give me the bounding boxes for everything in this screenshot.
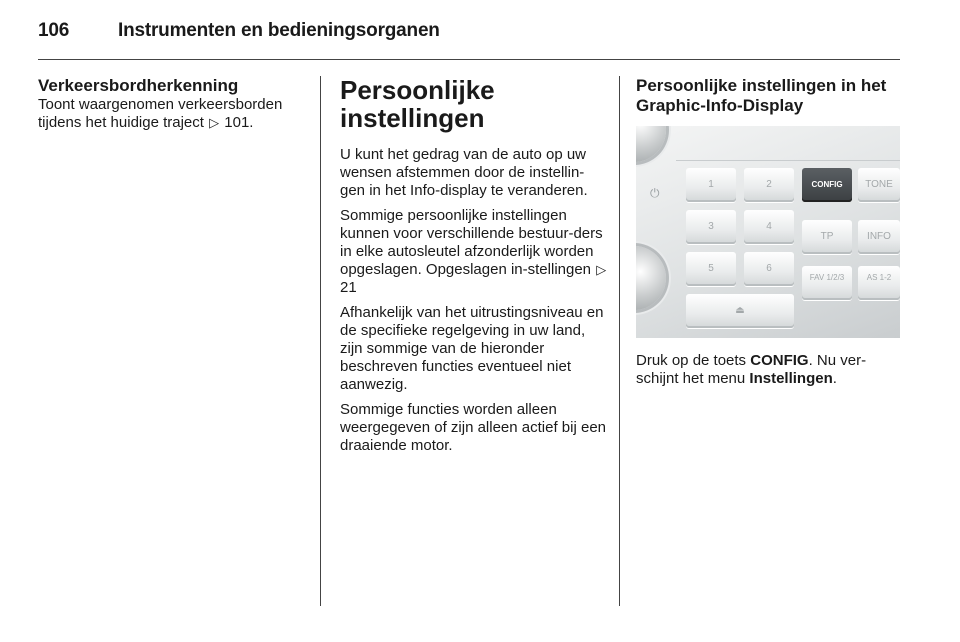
preset-button-2: 2 [744,168,794,202]
caption-text: . [832,370,837,387]
control-panel-photo [636,126,900,338]
paragraph-text: Sommige persoonlijke instellingen kunnen voor verschillende bestuur-ders in elke autosleutel afzonderlijk worden opgeslagen. Opgeslagen in-stellingen [340,207,603,278]
preset-button-1: 1 [686,168,736,202]
column-right [636,76,902,388]
paragraph-engine-running: Sommige functies worden alleen weergegeven of zijn alleen actief bij een draaiende motor. [340,401,607,454]
caption-text: . Nu ver-schijnt het menu [636,352,867,387]
section-heading-graphic-info-display: Persoonlijke instellingen in het Graphic-Info-Display [636,76,887,115]
page-reference-link[interactable]: 101. [224,114,254,131]
reference-arrow-icon: ▷ [596,262,607,277]
caption-text: Druk op de toets [636,352,747,369]
header-divider [38,59,900,60]
tone-button: TONE [858,168,900,202]
column-divider-left [320,76,321,606]
power-icon: ⏻ [650,186,660,200]
column-left [38,76,308,132]
reference-arrow-icon: ▷ [209,115,220,130]
preset-button-3: 3 [686,210,736,244]
tp-button: TP [802,220,852,254]
paragraph-stored-settings [340,207,608,297]
config-button: CONFIG [802,168,852,202]
heading-line: instellingen [340,103,485,133]
heading-line: Persoonlijke [340,75,495,105]
caption-menu-name: Instellingen [749,370,833,387]
info-button: INFO [858,220,900,254]
preset-button-6: 6 [744,252,794,286]
paragraph-equipment-level: Afhankelijk van het uitrustingsniveau en de specifieke regelgeving in uw land, zijn sommige van de hieronder beschreven functies eventueel niet aanwezig. [340,304,604,393]
preset-button-5: 5 [686,252,736,286]
text-line: tijdens het huidige traject [38,114,204,131]
page-reference-link[interactable]: 21 [340,279,357,296]
preset-button-4: 4 [744,210,794,244]
as-button: AS 1-2 [858,266,900,300]
paragraph-intro: U kunt het gedrag van de auto op uw wensen afstemmen door de instellin-gen in het Info-display te veranderen. [340,146,588,199]
eject-button: ⏏ [686,294,794,328]
column-middle [340,76,608,462]
rotary-knob [636,246,666,310]
photo-caption [636,352,902,388]
paragraph-traffic-sign [38,96,308,132]
section-heading-traffic-sign-recognition: Verkeersbordherkenning [38,76,239,95]
rotary-knob [636,126,666,162]
page-number: 106 [38,20,70,41]
caption-button-name: CONFIG [750,352,809,369]
fav-button: FAV 1/2/3 [802,266,852,300]
column-divider-right [619,76,620,606]
panel-slot-line [676,160,900,161]
page-header-title: Instrumenten en bedieningsorganen [118,20,440,41]
section-heading-personal-settings [340,76,608,132]
text-line: Toont waargenomen verkeersborden [38,96,283,113]
